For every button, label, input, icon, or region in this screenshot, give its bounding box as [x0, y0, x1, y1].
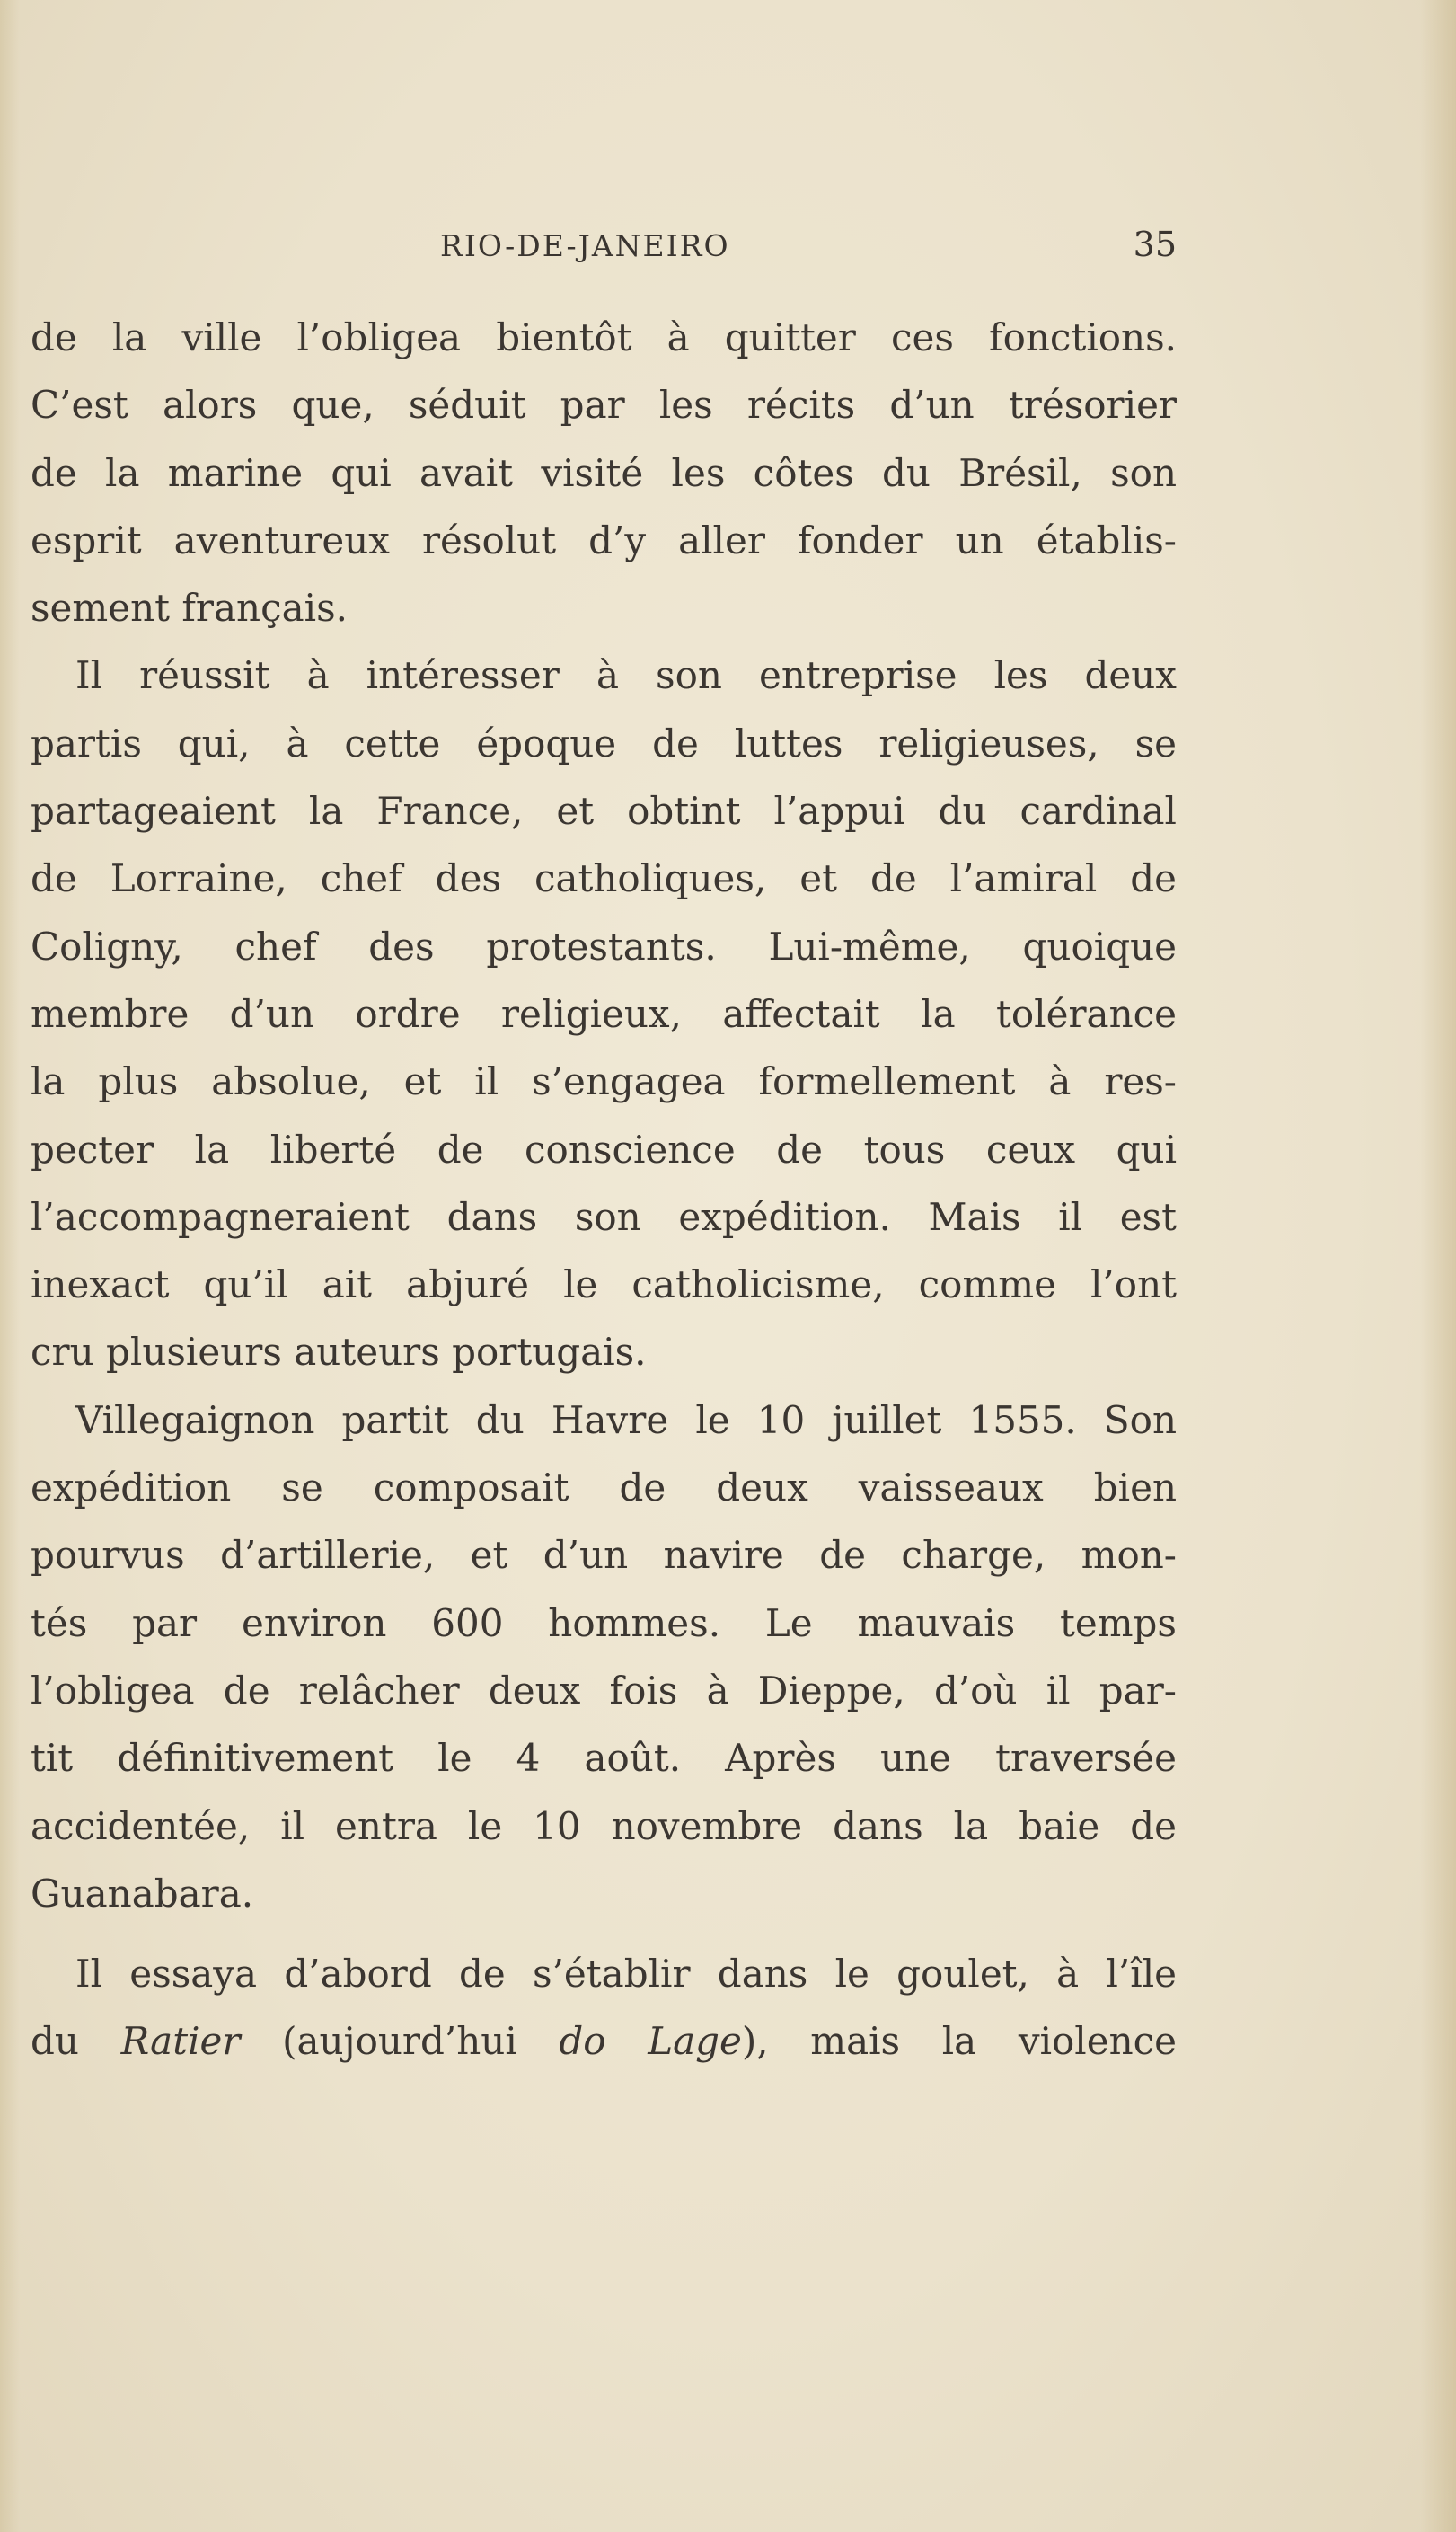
paragraph-2 [31, 642, 1177, 1386]
text-line: inexact qu’il ait abjuré le catholicisme, comme l’ont [31, 1262, 1177, 1307]
text-line: partis qui, à cette époque de luttes religieuses, se [31, 721, 1177, 766]
paragraph-3 [31, 1386, 1177, 1927]
text-line: tés par environ 600 hommes. Le mauvais temps [31, 1600, 1177, 1645]
text-line: Il essaya d’abord de s’établir dans le goulet, à l’île [75, 1952, 1177, 1996]
text-line: cru plusieurs auteurs portugais. [31, 1330, 647, 1375]
text-line: l’accompagneraient dans son expédition. Mais il est [31, 1194, 1177, 1239]
paragraph-4 [31, 1940, 1177, 2076]
text-line: pecter la liberté de conscience de tous ceux qui [31, 1127, 1177, 1172]
text-line: C’est alors que, séduit par les récits d’un trésorier [31, 383, 1177, 428]
text-line: de la ville l’obligea bientôt à quitter ces fonctions. [31, 315, 1177, 359]
page-header [31, 225, 1177, 273]
text-line-mixed [31, 2007, 1177, 2075]
text-line: expédition se composait de deux vaisseaux bien [31, 1465, 1177, 1510]
running-title: RIO-DE-JANEIRO [440, 228, 730, 263]
page-right-edge [1420, 0, 1456, 2532]
page-left-edge [0, 0, 20, 2532]
text-line: de la marine qui avait visité les côtes du Brésil, son [31, 450, 1177, 495]
text-run: du [31, 2019, 121, 2064]
text-line: partageaient la France, et obtint l’appui du cardinal [31, 789, 1177, 834]
text-line: l’obligea de relâcher deux fois à Dieppe, d’où il par- [31, 1668, 1177, 1713]
text-run: ), mais la violence [741, 2019, 1178, 2064]
text-line: accidentée, il entra le 10 novembre dans la baie de [31, 1803, 1177, 1848]
text-line: pourvus d’artillerie, et d’un navire de charge, mon- [31, 1533, 1177, 1578]
italic-place-name: Ratier [120, 2019, 241, 2064]
text-line: membre d’un ordre religieux, affectait la tolérance [31, 991, 1177, 1036]
text-line: Il réussit à intéresser à son entreprise les deux [75, 653, 1177, 698]
text-line: tit définitivement le 4 août. Après une traversée [31, 1736, 1177, 1781]
text-line: Villegaignon partit du Havre le 10 juillet 1555. Son [75, 1397, 1177, 1442]
text-line: sement français. [31, 586, 348, 631]
text-line: Guanabara. [31, 1871, 254, 1916]
text-line: esprit aventureux résolut d’y aller fonder un établis- [31, 518, 1177, 562]
text-line: de Lorraine, chef des catholiques, et de l’amiral de [31, 856, 1177, 901]
page-number: 35 [1133, 225, 1177, 264]
paragraph-gap [31, 1927, 1177, 1940]
text-line: Coligny, chef des protestants. Lui-même, quoique [31, 924, 1177, 969]
text-run: (aujourd’hui [240, 2019, 560, 2064]
text-line: la plus absolue, et il s’engagea formellement à res- [31, 1059, 1177, 1104]
italic-place-name: do Lage [559, 2019, 742, 2064]
paragraph-1 [31, 304, 1177, 642]
body-text [31, 304, 1177, 2076]
